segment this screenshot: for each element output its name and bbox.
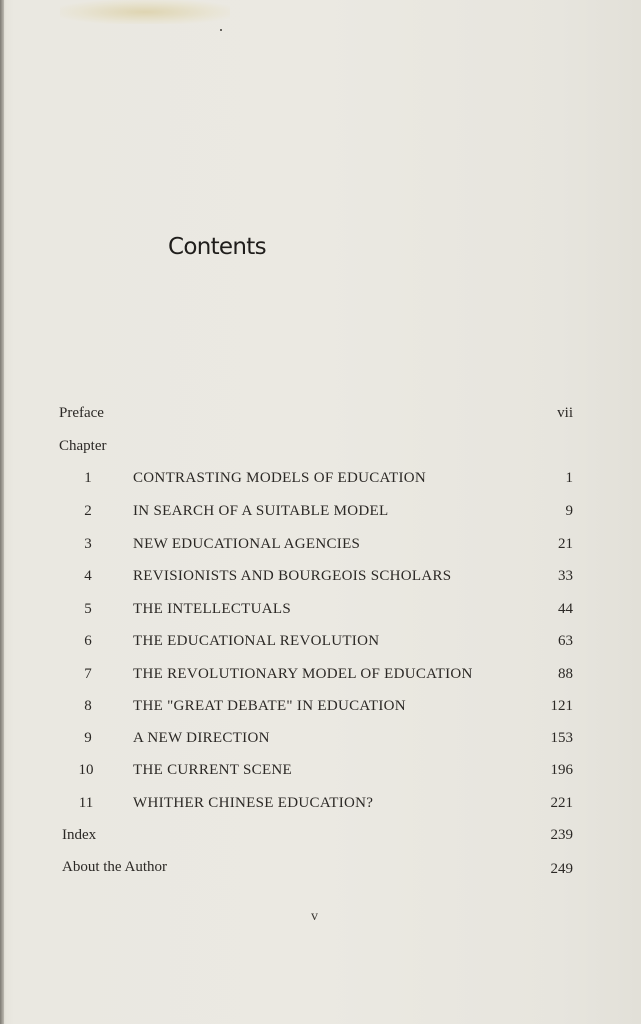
- chapter-page: 1: [565, 470, 573, 486]
- chapter-number: 9: [84, 730, 92, 746]
- chapter-number: 4: [84, 568, 92, 584]
- chapter-number: 10: [78, 762, 94, 778]
- chapter-number: 3: [84, 536, 92, 552]
- chapter-page: 121: [550, 698, 573, 714]
- chapter-title: NEW EDUCATIONAL AGENCIES: [133, 536, 361, 552]
- chapter-page: 221: [550, 795, 573, 811]
- chapter-page: 88: [558, 666, 573, 682]
- page-folio: v: [311, 909, 318, 924]
- chapter-title: THE "GREAT DEBATE" IN EDUCATION: [133, 698, 406, 714]
- preface-page: vii: [557, 405, 573, 421]
- chapter-title: THE CURRENT SCENE: [133, 762, 292, 778]
- chapter-label: Chapter: [59, 438, 107, 454]
- chapter-number: 1: [84, 470, 92, 486]
- chapter-title: THE INTELLECTUALS: [133, 601, 291, 617]
- chapter-title: IN SEARCH OF A SUITABLE MODEL: [133, 503, 389, 519]
- page-edge: [0, 0, 4, 1024]
- chapter-page: 63: [558, 633, 573, 649]
- chapter-page: 9: [565, 503, 573, 519]
- chapter-page: 44: [558, 601, 573, 617]
- chapter-page: 33: [558, 568, 573, 584]
- chapter-page: 21: [558, 536, 573, 552]
- about-author-label: About the Author: [62, 859, 167, 875]
- chapter-number: 2: [84, 503, 92, 519]
- ink-bleed-smudge: [60, 0, 230, 24]
- index-page: 239: [550, 827, 573, 843]
- chapter-title: REVISIONISTS AND BOURGEOIS SCHOLARS: [133, 568, 452, 584]
- chapter-page: 153: [550, 730, 573, 746]
- chapter-number: 5: [84, 601, 92, 617]
- chapter-number: 6: [84, 633, 92, 649]
- contents-heading: Contents: [168, 234, 266, 260]
- chapter-number: 8: [84, 698, 92, 714]
- preface-label: Preface: [59, 405, 104, 421]
- chapter-page: 196: [550, 762, 573, 778]
- index-label: Index: [62, 827, 97, 843]
- chapter-title: WHITHER CHINESE EDUCATION?: [133, 795, 374, 811]
- chapter-title: THE REVOLUTIONARY MODEL OF EDUCATION: [133, 666, 473, 682]
- chapter-title: THE EDUCATIONAL REVOLUTION: [133, 633, 380, 649]
- about-author-page: 249: [550, 861, 573, 877]
- chapter-title: CONTRASTING MODELS OF EDUCATION: [133, 470, 427, 486]
- chapter-title: A NEW DIRECTION: [133, 730, 270, 746]
- chapter-number: 7: [84, 666, 92, 682]
- ink-speck: [220, 29, 222, 31]
- chapter-number: 11: [78, 795, 94, 811]
